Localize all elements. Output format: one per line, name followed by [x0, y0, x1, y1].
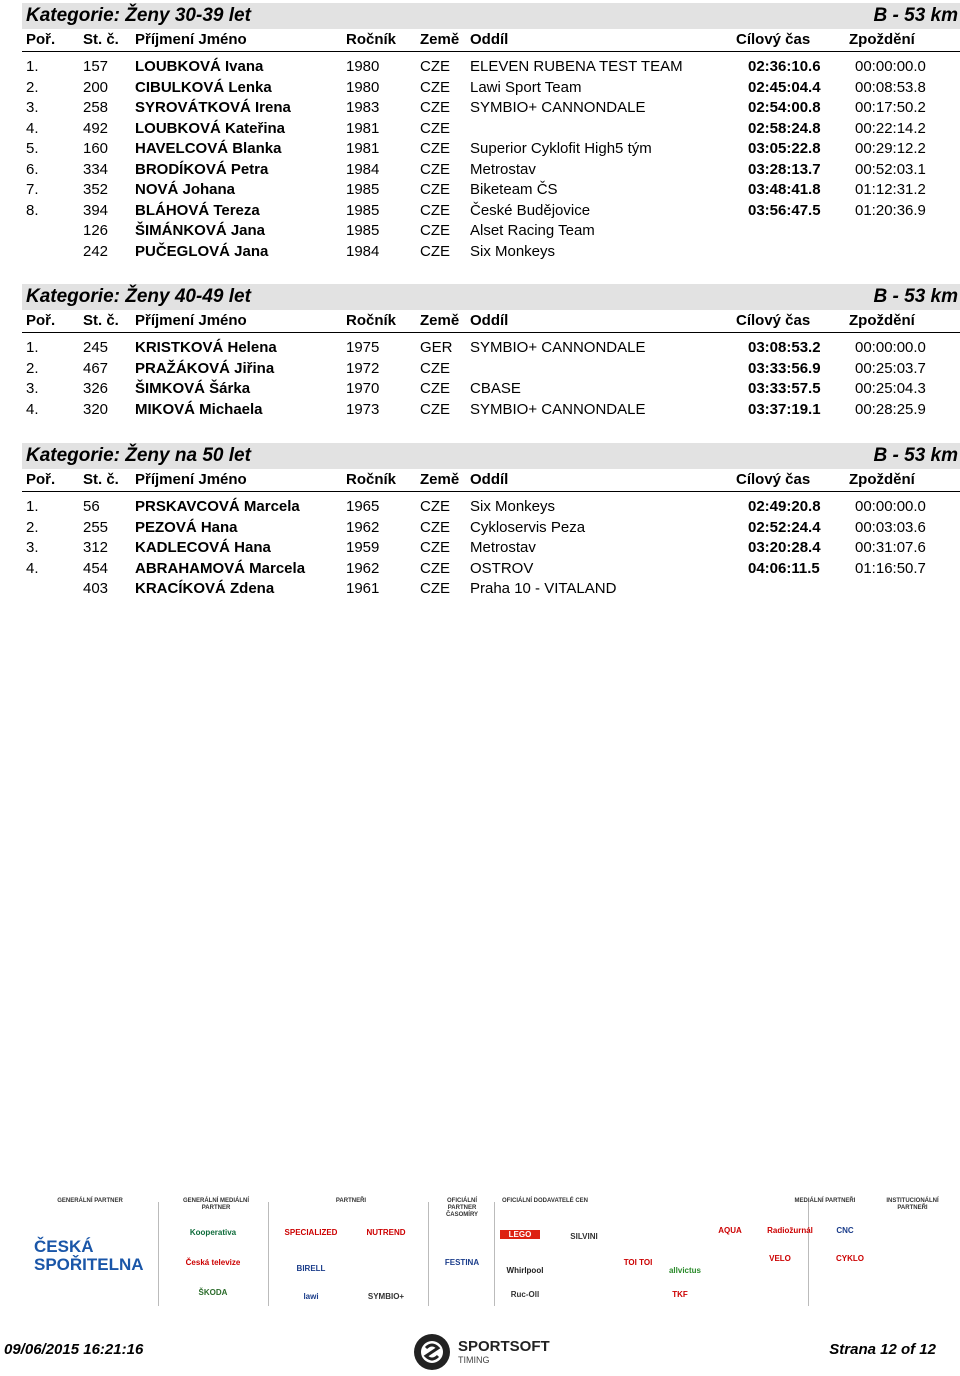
sponsor-logo: Whirlpool [506, 1266, 544, 1275]
institutional-partners [880, 1198, 945, 1308]
result-row [22, 358, 960, 379]
country: GER [420, 339, 453, 356]
country: CZE [420, 222, 450, 239]
competitor-name: KADLECOVÁ Hana [135, 539, 271, 556]
club: SYMBIO+ CANNONDALE [470, 339, 646, 356]
position: 1. [26, 339, 39, 356]
time-delay: 01:12:31.2 [855, 181, 926, 198]
birth-year: 1981 [346, 119, 380, 137]
start-number: 157 [83, 58, 109, 75]
sportsoft-logo [412, 1330, 552, 1374]
start-number: 245 [83, 339, 109, 356]
country: CZE [420, 580, 450, 597]
column-header-row [22, 469, 960, 492]
results-list [22, 492, 960, 599]
col-header-year: Ročník [346, 471, 397, 488]
result-row [22, 200, 960, 221]
club: Metrostav [470, 160, 536, 178]
club: České Budějovice [470, 201, 591, 219]
start-number: 454 [83, 559, 109, 577]
col-header-delay: Zpoždění [849, 312, 915, 329]
sponsor-logo: Ruc-Oll [510, 1290, 540, 1299]
position: 4. [26, 119, 39, 137]
position: 2. [26, 359, 39, 377]
position: 2. [26, 518, 39, 536]
col-header-club: Oddíl [470, 31, 509, 48]
sponsor-logo: SPECIALIZED [284, 1228, 338, 1237]
birth-year: 1975 [346, 339, 380, 356]
result-row [22, 337, 960, 358]
sportsoft-name: SPORTSOFT [458, 1338, 550, 1355]
competitor-name: KRACÍKOVÁ Zdena [135, 580, 275, 597]
sponsor-main-name: ČESKÁ SPOŘITELNA [34, 1237, 144, 1274]
sponsor-logo: VELO [769, 1254, 791, 1263]
col-header-finish-time: Cílový čas [736, 471, 811, 488]
competitor-name: PEZOVÁ Hana [135, 518, 238, 536]
birth-year: 1984 [346, 242, 380, 260]
birth-year: 1962 [346, 518, 380, 536]
club: CBASE [470, 380, 521, 397]
finish-time: 02:49:20.8 [748, 498, 821, 515]
col-header-start-number: St. č. [83, 471, 119, 488]
position: 4. [26, 559, 39, 577]
birth-year: 1965 [346, 498, 380, 515]
category-section [22, 3, 960, 261]
country: CZE [420, 78, 450, 96]
start-number: 258 [83, 99, 109, 116]
sponsor-logo: CNC [836, 1226, 854, 1235]
finish-time: 03:37:19.1 [748, 400, 821, 418]
country: CZE [420, 140, 450, 157]
general-partner [30, 1198, 150, 1308]
start-number: 467 [83, 359, 109, 377]
start-number: 334 [83, 160, 109, 178]
time-delay: 00:00:00.0 [855, 498, 926, 515]
club: OSTROV [470, 559, 534, 577]
competitor-name: KRISTKOVÁ Helena [135, 339, 277, 356]
finish-time: 02:52:24.4 [748, 518, 821, 536]
time-delay: 00:22:14.2 [855, 119, 926, 137]
country: CZE [420, 99, 450, 116]
club: Metrostav [470, 539, 536, 556]
sponsor-label: INSTITUCIONÁLNÍ PARTNEŘI [886, 1198, 939, 1211]
competitor-name: BLÁHOVÁ Tereza [135, 201, 260, 219]
divider [428, 1202, 429, 1306]
country: CZE [420, 242, 450, 260]
finish-time: 03:08:53.2 [748, 339, 821, 356]
col-header-country: Země [420, 471, 460, 488]
club: ELEVEN RUBENA TEST TEAM [470, 58, 683, 75]
start-number: 492 [83, 119, 109, 137]
col-header-year: Ročník [346, 31, 397, 48]
finish-time: 03:56:47.5 [748, 201, 821, 219]
birth-year: 1962 [346, 559, 380, 577]
time-delay: 00:17:50.2 [855, 99, 926, 116]
category-title: Kategorie: Ženy na 50 let [26, 445, 251, 466]
country: CZE [420, 498, 450, 515]
country: CZE [420, 559, 450, 577]
col-header-name: Příjmení Jméno [135, 31, 247, 48]
result-row [22, 56, 960, 77]
competitor-name: CIBULKOVÁ Lenka [135, 78, 272, 96]
competitor-name: ŠIMKOVÁ Šárka [135, 380, 251, 397]
category-title: Kategorie: Ženy 30-39 let [26, 5, 251, 26]
sponsor-logo: LEGO [500, 1230, 540, 1239]
start-number: 126 [83, 222, 109, 239]
print-timestamp: 09/06/2015 16:21:16 [4, 1341, 144, 1358]
competitor-name: BRODÍKOVÁ Petra [135, 160, 269, 178]
club: Lawi Sport Team [470, 78, 582, 96]
col-header-year: Ročník [346, 312, 397, 329]
result-row [22, 77, 960, 98]
col-header-country: Země [420, 312, 460, 329]
sponsor-logo: SILVINI [570, 1232, 598, 1241]
birth-year: 1985 [346, 181, 380, 198]
sponsor-logo: CYKLO [836, 1254, 864, 1263]
col-header-country: Země [420, 31, 460, 48]
birth-year: 1985 [346, 201, 380, 219]
birth-year: 1972 [346, 359, 380, 377]
position: 1. [26, 58, 39, 75]
sponsor-logo: NUTREND [366, 1228, 406, 1237]
competitor-name: LOUBKOVÁ Kateřina [135, 119, 286, 137]
sponsor-label: PARTNEŘI [335, 1198, 367, 1204]
position: 3. [26, 99, 39, 116]
start-number: 312 [83, 539, 109, 556]
club: Alset Racing Team [470, 222, 595, 239]
birth-year: 1984 [346, 160, 380, 178]
sponsor-strip [30, 1198, 945, 1308]
sponsor-logo: BIRELL [296, 1264, 326, 1273]
col-header-club: Oddíl [470, 312, 509, 329]
result-row [22, 537, 960, 558]
media-partner [168, 1198, 264, 1308]
competitor-name: NOVÁ Johana [135, 181, 236, 198]
col-header-name: Příjmení Jméno [135, 471, 247, 488]
competitor-name: PRSKAVCOVÁ Marcela [135, 498, 300, 515]
finish-time: 02:36:10.6 [748, 58, 821, 75]
partners [276, 1198, 426, 1308]
sponsor-label: GENERÁLNÍ PARTNER [57, 1198, 123, 1204]
birth-year: 1981 [346, 140, 380, 157]
club: Praha 10 - VITALAND [470, 580, 617, 597]
competitor-name: PRAŽÁKOVÁ Jiřina [135, 359, 275, 377]
result-row [22, 97, 960, 118]
country: CZE [420, 119, 450, 137]
competitor-name: HAVELCOVÁ Blanka [135, 140, 282, 157]
time-delay: 00:08:53.8 [855, 78, 926, 96]
col-header-club: Oddíl [470, 471, 509, 488]
finish-time: 03:48:41.8 [748, 181, 821, 198]
results-list [22, 333, 960, 419]
col-header-position: Poř. [26, 471, 56, 488]
sponsor-logo: Kooperativa [189, 1228, 237, 1237]
finish-time: 03:28:13.7 [748, 160, 821, 178]
position: 4. [26, 400, 39, 418]
divider [268, 1202, 269, 1306]
sponsor-logo: lawi [303, 1292, 319, 1301]
competitor-name: PUČEGLOVÁ Jana [135, 242, 269, 260]
sportsoft-sub: TIMING [458, 1355, 490, 1365]
birth-year: 1973 [346, 400, 380, 418]
result-row [22, 517, 960, 538]
results-list [22, 52, 960, 261]
result-row [22, 496, 960, 517]
result-row [22, 399, 960, 420]
time-delay: 00:25:04.3 [855, 380, 926, 397]
finish-time: 02:58:24.8 [748, 119, 821, 137]
category-distance: B - 53 km [873, 286, 958, 307]
result-row [22, 220, 960, 241]
result-row [22, 138, 960, 159]
sportsoft-icon [412, 1332, 452, 1372]
start-number: 200 [83, 78, 109, 96]
sponsor-logo: TOI TOI [623, 1258, 653, 1267]
position: 6. [26, 160, 39, 178]
start-number: 394 [83, 201, 109, 219]
category-section [22, 284, 960, 419]
position: 8. [26, 201, 39, 219]
country: CZE [420, 359, 450, 377]
country: CZE [420, 201, 450, 219]
time-delay: 01:16:50.7 [855, 559, 926, 577]
club: Six Monkeys [470, 498, 556, 515]
sponsor-logo: FESTINA [444, 1258, 480, 1267]
birth-year: 1980 [346, 58, 380, 75]
country: CZE [420, 181, 450, 198]
sponsor-label: MEDIÁLNÍ PARTNEŘI [794, 1198, 856, 1204]
club: SYMBIO+ CANNONDALE [470, 400, 646, 418]
club: SYMBIO+ CANNONDALE [470, 99, 646, 116]
col-header-position: Poř. [26, 31, 56, 48]
competitor-name: ABRAHAMOVÁ Marcela [135, 559, 306, 577]
divider [158, 1202, 159, 1306]
col-header-start-number: St. č. [83, 312, 119, 329]
sponsor-logo: ŠKODA [198, 1288, 228, 1297]
category-header [22, 3, 960, 29]
col-header-finish-time: Cílový čas [736, 312, 811, 329]
finish-time: 02:54:00.8 [748, 99, 821, 116]
finish-time: 03:05:22.8 [748, 140, 821, 157]
finish-time: 03:20:28.4 [748, 539, 821, 556]
timing-partner [434, 1198, 490, 1308]
time-delay: 00:00:00.0 [855, 339, 926, 356]
club: Cykloservis Peza [470, 518, 586, 536]
time-delay: 00:31:07.6 [855, 539, 926, 556]
media-partners [718, 1198, 870, 1308]
time-delay: 00:25:03.7 [855, 359, 926, 377]
sponsor-label: GENERÁLNÍ MEDIÁLNÍ PARTNER [183, 1198, 249, 1211]
position: 3. [26, 380, 39, 397]
finish-time: 03:33:57.5 [748, 380, 821, 397]
result-row [22, 241, 960, 262]
result-row [22, 578, 960, 599]
col-header-position: Poř. [26, 312, 56, 329]
col-header-delay: Zpoždění [849, 31, 915, 48]
sponsor-logo: SYMBIO+ [367, 1292, 405, 1301]
start-number: 352 [83, 181, 109, 198]
col-header-delay: Zpoždění [849, 471, 915, 488]
position: 5. [26, 140, 39, 157]
club: Six Monkeys [470, 242, 556, 260]
sponsor-label: OFICIÁLNÍ DODAVATELÉ CEN [502, 1198, 588, 1204]
birth-year: 1983 [346, 99, 380, 116]
birth-year: 1980 [346, 78, 380, 96]
start-number: 320 [83, 400, 109, 418]
finish-time: 02:45:04.4 [748, 78, 821, 96]
category-section [22, 443, 960, 599]
column-header-row [22, 310, 960, 333]
time-delay: 00:03:03.6 [855, 518, 926, 536]
sponsor-logo: allvictus [668, 1266, 701, 1275]
position: 1. [26, 498, 39, 515]
time-delay: 00:28:25.9 [855, 400, 926, 418]
category-header [22, 443, 960, 469]
sponsor-logo: Česká televize [185, 1258, 241, 1267]
col-header-finish-time: Cílový čas [736, 31, 811, 48]
country: CZE [420, 58, 450, 75]
sponsor-logo: Radiožurnál [767, 1226, 813, 1235]
divider [494, 1202, 495, 1306]
time-delay: 00:52:03.1 [855, 160, 926, 178]
result-row [22, 159, 960, 180]
country: CZE [420, 539, 450, 556]
position: 7. [26, 181, 39, 198]
competitor-name: LOUBKOVÁ Ivana [135, 58, 264, 75]
finish-time: 04:06:11.5 [748, 559, 820, 577]
time-delay: 00:29:12.2 [855, 140, 926, 157]
col-header-name: Příjmení Jméno [135, 312, 247, 329]
position: 2. [26, 78, 39, 96]
country: CZE [420, 380, 450, 397]
sponsor-logo: TKF [672, 1290, 688, 1299]
position: 3. [26, 539, 39, 556]
birth-year: 1961 [346, 580, 380, 597]
competitor-name: ŠIMÁNKOVÁ Jana [135, 222, 266, 239]
result-row [22, 118, 960, 139]
category-distance: B - 53 km [873, 445, 958, 466]
club: Biketeam ČS [470, 181, 558, 198]
country: CZE [420, 160, 450, 178]
birth-year: 1959 [346, 539, 380, 556]
competitor-name: SYROVÁTKOVÁ Irena [135, 99, 291, 116]
result-row [22, 378, 960, 399]
col-header-start-number: St. č. [83, 31, 119, 48]
finish-time: 03:33:56.9 [748, 359, 821, 377]
category-title: Kategorie: Ženy 40-49 let [26, 286, 251, 307]
start-number: 242 [83, 242, 109, 260]
country: CZE [420, 400, 450, 418]
result-row [22, 558, 960, 579]
start-number: 56 [83, 498, 100, 515]
category-distance: B - 53 km [873, 5, 958, 26]
sponsor-label: OFICIÁLNÍ PARTNER ČASOMÍRY [445, 1198, 479, 1218]
time-delay: 01:20:36.9 [855, 201, 926, 219]
competitor-name: MIKOVÁ Michaela [135, 400, 263, 418]
start-number: 255 [83, 518, 109, 536]
country: CZE [420, 518, 450, 536]
result-row [22, 179, 960, 200]
column-header-row [22, 29, 960, 52]
sponsor-logo: AQUA [718, 1226, 742, 1235]
start-number: 160 [83, 140, 109, 157]
start-number: 326 [83, 380, 109, 397]
club: Superior Cyklofit High5 tým [470, 140, 652, 157]
category-header [22, 284, 960, 310]
ceska-sporitelna-logo [34, 1238, 146, 1280]
birth-year: 1970 [346, 380, 380, 397]
birth-year: 1985 [346, 222, 380, 239]
page-number: Strana 12 of 12 [829, 1341, 936, 1358]
time-delay: 00:00:00.0 [855, 58, 926, 75]
start-number: 403 [83, 580, 109, 597]
